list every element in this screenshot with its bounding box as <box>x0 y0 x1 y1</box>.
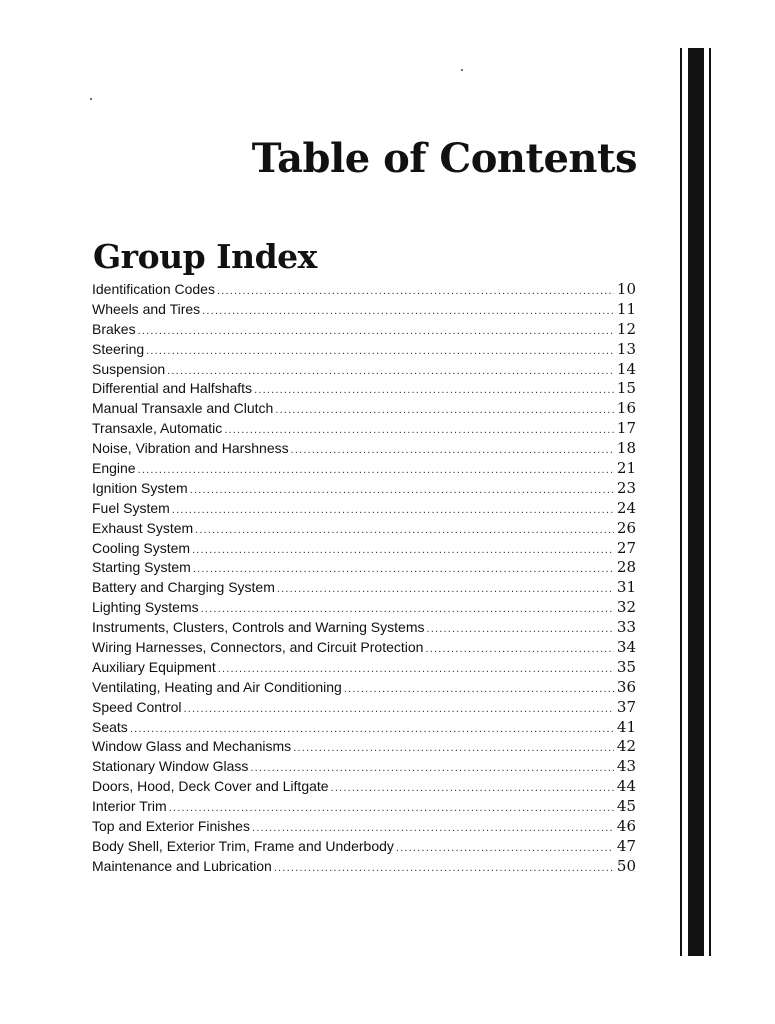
toc-entry <box>92 757 636 777</box>
dot-leader <box>293 743 614 754</box>
toc-entry-label: Suspension <box>92 360 166 377</box>
dot-leader <box>167 366 614 377</box>
toc-entry-label: Exhaust System <box>92 519 194 536</box>
dot-leader <box>427 624 615 635</box>
toc-entry-label: Wiring Harnesses, Connectors, and Circuit Protection <box>92 639 424 656</box>
toc-entry <box>92 558 636 578</box>
toc-entry <box>92 360 636 380</box>
toc-entry <box>92 479 636 499</box>
dot-leader <box>138 326 614 337</box>
toc-entry <box>92 658 636 678</box>
toc-entry-page: 33 <box>616 618 636 637</box>
toc-entry-label: Manual Transaxle and Clutch <box>92 400 274 417</box>
toc-entry-page: 43 <box>616 757 636 776</box>
dot-leader <box>331 783 614 794</box>
toc-entry <box>92 419 636 439</box>
toc-entry-label: Cooling System <box>92 539 191 556</box>
dot-leader <box>254 385 614 396</box>
toc-entry <box>92 340 636 360</box>
dot-leader <box>277 584 614 595</box>
toc-entry-label: Brakes <box>92 320 136 337</box>
toc-entry <box>92 777 636 797</box>
toc-entry-page: 44 <box>616 777 636 796</box>
toc-entry-page: 27 <box>616 538 636 557</box>
dot-leader <box>291 445 614 456</box>
toc-entry-label: Steering <box>92 340 145 357</box>
dot-leader <box>250 763 614 774</box>
toc-entry-label: Auxiliary Equipment <box>92 658 216 675</box>
toc-entry-label: Noise, Vibration and Harshness <box>92 440 289 457</box>
toc-entry-page: 47 <box>616 836 636 855</box>
toc-entry-label: Fuel System <box>92 499 170 516</box>
toc-entry-label: Wheels and Tires <box>92 300 201 317</box>
toc-entry-label: Interior Trim <box>92 798 167 815</box>
toc-entry-page: 15 <box>616 379 636 398</box>
dot-leader <box>146 346 614 357</box>
dot-leader <box>344 684 614 695</box>
toc-entry-page: 18 <box>616 439 636 458</box>
toc-entry-page: 50 <box>616 856 636 875</box>
toc-entry <box>92 598 636 618</box>
toc-entry <box>92 638 636 658</box>
toc-entry-page: 41 <box>616 717 636 736</box>
side-margin-bar <box>680 48 712 956</box>
toc-entry-page: 32 <box>616 598 636 617</box>
dot-leader <box>169 803 614 814</box>
toc-entry-page: 31 <box>616 578 636 597</box>
toc-entry <box>92 459 636 479</box>
toc-entry-label: Stationary Window Glass <box>92 758 249 775</box>
toc-entry <box>92 718 636 738</box>
dot-leader <box>138 465 614 476</box>
toc-entry-label: Engine <box>92 460 136 477</box>
toc-entry-label: Differential and Halfshafts <box>92 380 253 397</box>
toc-entry-page: 23 <box>616 478 636 497</box>
toc-entry-label: Maintenance and Lubrication <box>92 857 272 874</box>
page-title: Table of Contents <box>251 134 637 182</box>
toc-entry-page: 46 <box>616 817 636 836</box>
dot-leader <box>275 405 614 416</box>
toc-entry <box>92 578 636 598</box>
dot-leader <box>201 604 614 615</box>
section-title: Group Index <box>93 237 317 277</box>
toc-entry-label: Body Shell, Exterior Trim, Frame and Underbody <box>92 837 394 854</box>
toc-entry-label: Lighting Systems <box>92 599 199 616</box>
toc-entry-label: Identification Codes <box>92 281 215 297</box>
toc-entry-page: 36 <box>616 677 636 696</box>
dot-leader <box>202 306 614 317</box>
toc-entry-label: Speed Control <box>92 698 182 715</box>
toc-entry-label: Instruments, Clusters, Controls and Warning Systems <box>92 619 425 636</box>
dot-leader <box>218 664 614 675</box>
dot-leader <box>172 505 614 516</box>
dot-leader <box>252 823 614 834</box>
toc-entry-label: Ignition System <box>92 479 188 496</box>
toc-entry <box>92 837 636 857</box>
toc-entry-page: 16 <box>616 399 636 418</box>
toc-entry-page: 10 <box>616 280 636 298</box>
toc-entry <box>92 698 636 718</box>
dot-leader <box>425 644 614 655</box>
dot-leader <box>217 286 614 297</box>
toc-entry-page: 26 <box>616 518 636 537</box>
toc-entry-label: Seats <box>92 718 128 735</box>
dot-leader <box>190 485 614 496</box>
toc-entry-page: 14 <box>616 359 636 378</box>
toc-entry-label: Starting System <box>92 559 191 576</box>
side-bar-thin-left <box>680 48 682 956</box>
dot-leader <box>195 525 614 536</box>
side-bar-thin-right <box>709 48 711 956</box>
toc-entry-label: Ventilating, Heating and Air Conditioning <box>92 678 342 695</box>
toc-entry-page: 12 <box>616 319 636 338</box>
toc-entry-page: 28 <box>616 558 636 577</box>
scan-speck <box>90 98 92 100</box>
toc-entry-label: Doors, Hood, Deck Cover and Liftgate <box>92 778 329 795</box>
toc-entry <box>92 280 636 300</box>
toc-entry-page: 11 <box>616 299 636 318</box>
toc-list <box>92 280 636 877</box>
toc-entry-label: Window Glass and Mechanisms <box>92 738 292 755</box>
toc-entry <box>92 399 636 419</box>
toc-entry <box>92 300 636 320</box>
toc-entry <box>92 857 636 877</box>
toc-entry <box>92 499 636 519</box>
toc-entry-page: 37 <box>616 697 636 716</box>
dot-leader <box>224 425 614 436</box>
dot-leader <box>130 724 614 735</box>
toc-entry <box>92 678 636 698</box>
dot-leader <box>274 863 614 874</box>
toc-entry-label: Transaxle, Automatic <box>92 420 223 437</box>
toc-entry-page: 34 <box>616 638 636 657</box>
toc-entry-page: 24 <box>616 498 636 517</box>
toc-entry-page: 17 <box>616 419 636 438</box>
toc-entry <box>92 519 636 539</box>
toc-entry <box>92 737 636 757</box>
toc-entry-page: 45 <box>616 797 636 816</box>
side-bar-thick <box>688 48 704 956</box>
dot-leader <box>396 843 614 854</box>
toc-entry-page: 35 <box>616 657 636 676</box>
toc-entry <box>92 379 636 399</box>
toc-entry-page: 21 <box>616 459 636 478</box>
toc-entry-label: Battery and Charging System <box>92 579 275 596</box>
toc-entry <box>92 817 636 837</box>
dot-leader <box>184 704 614 715</box>
toc-entry <box>92 618 636 638</box>
toc-entry <box>92 439 636 459</box>
toc-entry-label: Top and Exterior Finishes <box>92 818 250 835</box>
dot-leader <box>193 564 614 575</box>
toc-entry <box>92 797 636 817</box>
toc-entry-page: 13 <box>616 339 636 358</box>
toc-entry-page: 42 <box>616 737 636 756</box>
toc-entry <box>92 539 636 559</box>
toc-entry <box>92 320 636 340</box>
dot-leader <box>192 545 614 556</box>
scan-speck <box>461 69 463 71</box>
